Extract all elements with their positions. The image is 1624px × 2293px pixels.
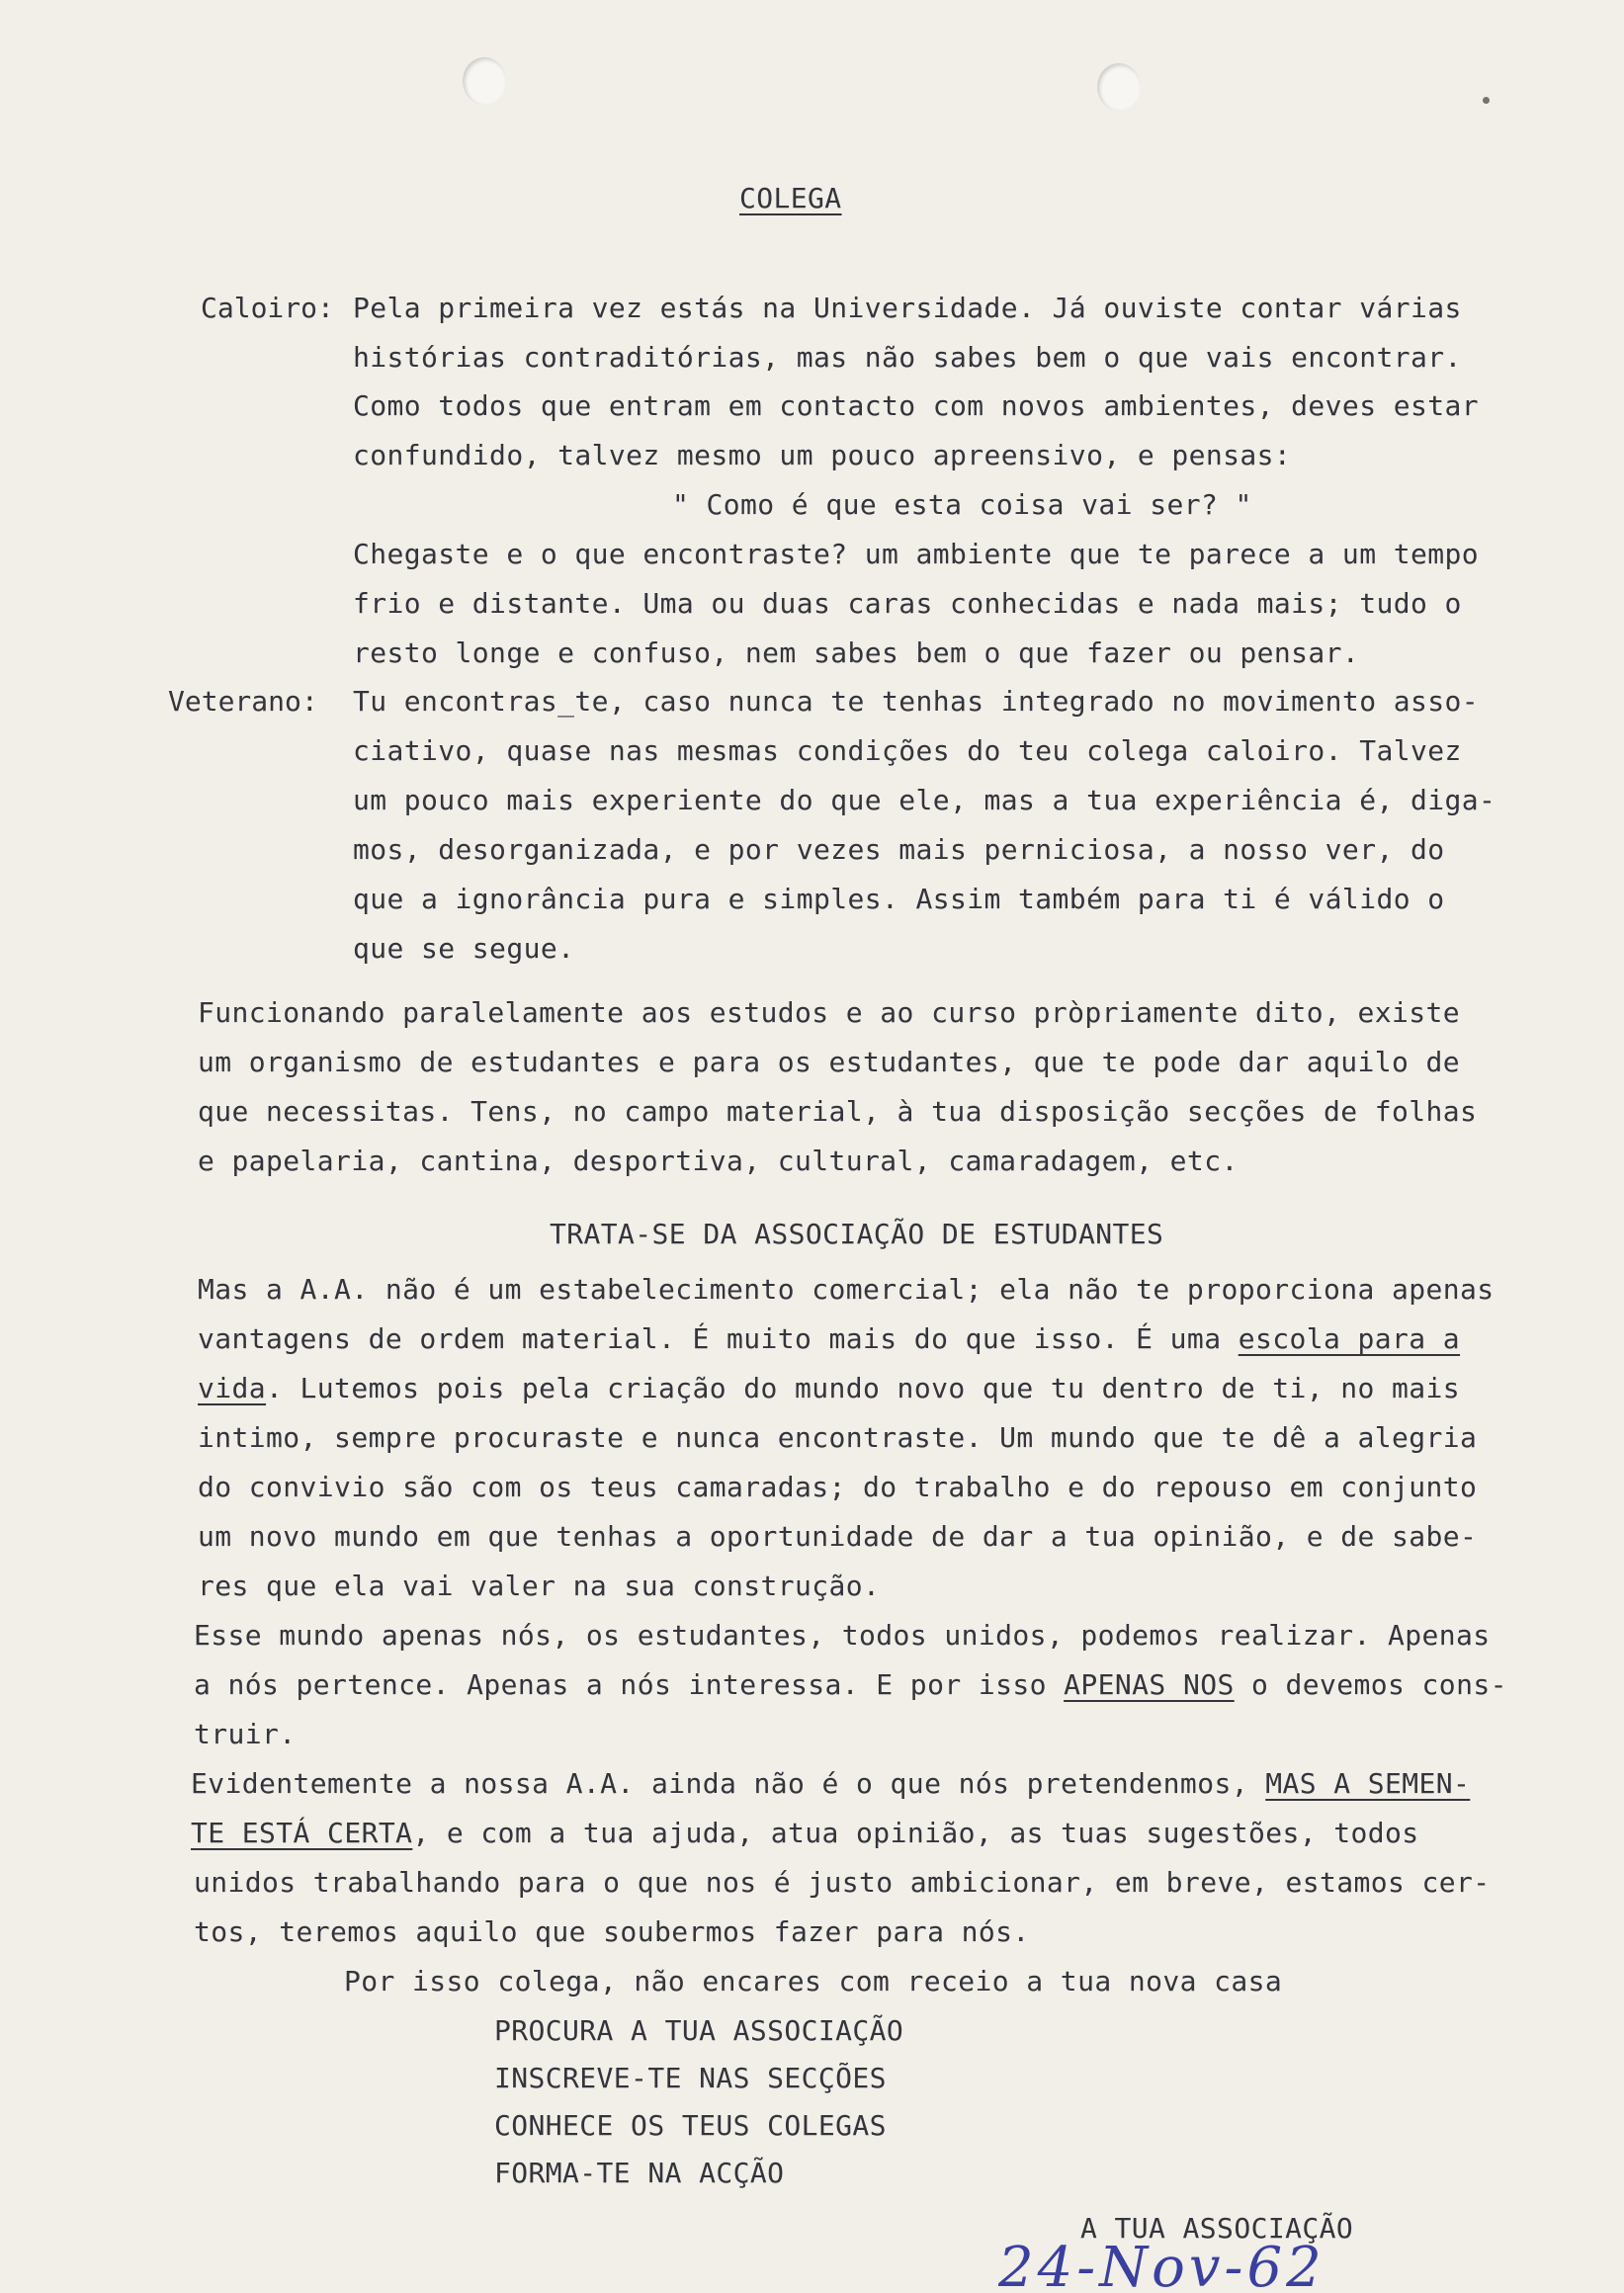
- ink-spot: [1483, 97, 1490, 104]
- call-to-action: CONHECE OS TEUS COLEGAS: [494, 2109, 887, 2142]
- caloiro-line: histórias contraditórias, mas não sabes bem o que vais encontrar.: [353, 341, 1462, 374]
- paragraph-line: intimo, sempre procuraste e nunca encontraste. Um mundo que te dê a alegria: [198, 1421, 1478, 1454]
- caloiro-quote: " Como é que esta coisa vai ser? ": [672, 488, 1252, 521]
- underlined-text: MAS A SEMEN-: [1265, 1767, 1471, 1800]
- closing-line: Por isso colega, não encares com receio a tua nova casa: [344, 1965, 1283, 1997]
- handwritten-date-text: 24-Nov-62: [998, 2236, 1325, 2293]
- text-run: Evidentemente a nossa A.A. ainda não é o que nós pretendenmos,: [191, 1767, 1266, 1800]
- paragraph-line: [191, 1817, 1419, 1850]
- underlined-text: vida: [198, 1372, 267, 1404]
- underlined-text: APENAS NOS: [1064, 1668, 1235, 1701]
- veterano-line: que a ignorância pura e simples. Assim também para ti é válido o: [353, 883, 1445, 915]
- call-to-action: INSCREVE-TE NAS SECÇÕES: [494, 2062, 887, 2094]
- paragraph-line: Funcionando paralelamente aos estudos e ao curso pròpriamente dito, existe: [198, 996, 1461, 1029]
- handwritten-date: [998, 2229, 1413, 2293]
- paragraph-line: um organismo de estudantes e para os estudantes, que te pode dar aquilo de: [198, 1046, 1461, 1078]
- text-run: o devemos cons-: [1234, 1668, 1507, 1701]
- text-run: vantagens de ordem material. É muito mais do que isso. É uma: [198, 1322, 1239, 1355]
- caloiro-line: Como todos que entram em contacto com novos ambientes, deves estar: [353, 389, 1479, 422]
- paragraph-line: [194, 1668, 1507, 1702]
- text-run: a nós pertence. Apenas a nós interessa. E por isso: [194, 1668, 1065, 1701]
- veterano-line: Tu encontras_te, caso nunca te tenhas integrado no movimento asso-: [353, 685, 1479, 718]
- paragraph-line: do convivio são com os teus camaradas; do trabalho e do repouso em conjunto: [198, 1471, 1478, 1503]
- paragraph-line: res que ela vai valer na sua construção.: [198, 1570, 881, 1602]
- underlined-text: escola para a: [1238, 1322, 1461, 1355]
- text-run: . Lutemos pois pela criação do mundo novo que tu dentro de ti, no mais: [266, 1372, 1461, 1404]
- paragraph-line: que necessitas. Tens, no campo material, à tua disposição secções de folhas: [198, 1095, 1478, 1128]
- paragraph-line: Esse mundo apenas nós, os estudantes, todos unidos, podemos realizar. Apenas: [194, 1619, 1491, 1652]
- caloiro-line: Chegaste e o que encontraste? um ambiente que te parece a um tempo: [353, 538, 1479, 570]
- paragraph-line: e papelaria, cantina, desportiva, cultural, camaradagem, etc.: [198, 1145, 1239, 1177]
- call-to-action: FORMA-TE NA ACÇÃO: [494, 2157, 785, 2189]
- signature: A TUA ASSOCIAÇÃO: [1080, 2212, 1354, 2245]
- underlined-text: TE ESTÁ CERTA: [191, 1817, 413, 1849]
- caloiro-line: confundido, talvez mesmo um pouco apreensivo, e pensas:: [353, 439, 1292, 471]
- veterano-line: ciativo, quase nas mesmas condições do teu colega caloiro. Talvez: [353, 734, 1462, 767]
- paragraph-line: [198, 1372, 1460, 1405]
- paragraph-line: [191, 1767, 1470, 1801]
- paragraph-line: tos, teremos aquilo que soubermos fazer para nós.: [194, 1915, 1030, 1948]
- punch-hole: [1097, 63, 1141, 111]
- veterano-line: um pouco mais experiente do que ele, mas a tua experiência é, diga-: [353, 784, 1496, 816]
- caloiro-label: Caloiro:: [201, 292, 334, 324]
- punch-hole: [463, 57, 506, 105]
- document-title: COLEGA: [739, 182, 842, 214]
- veterano-line: que se segue.: [353, 932, 575, 965]
- caloiro-line: resto longe e confuso, nem sabes bem o que fazer ou pensar.: [353, 637, 1360, 669]
- paragraph-line: Mas a A.A. não é um estabelecimento comercial; ela não te proporciona apenas: [198, 1273, 1495, 1306]
- text-run: , e com a tua ajuda, atua opinião, as tuas sugestões, todos: [412, 1817, 1419, 1849]
- call-to-action: PROCURA A TUA ASSOCIAÇÃO: [494, 2014, 904, 2047]
- paragraph-line: unidos trabalhando para o que nos é justo ambicionar, em breve, estamos cer-: [194, 1866, 1491, 1899]
- paragraph-line: um novo mundo em que tenhas a oportunidade de dar a tua opinião, e de sabe-: [198, 1520, 1478, 1553]
- paragraph-line: truir.: [194, 1718, 297, 1750]
- veterano-line: mos, desorganizada, e por vezes mais perniciosa, a nosso ver, do: [353, 833, 1445, 866]
- caloiro-line: frio e distante. Uma ou duas caras conhecidas e nada mais; tudo o: [353, 587, 1462, 620]
- caloiro-line: Pela primeira vez estás na Universidade. Já ouviste contar várias: [353, 292, 1462, 324]
- paragraph-line: [198, 1322, 1460, 1356]
- veterano-label: Veterano:: [168, 685, 318, 718]
- section-heading: TRATA-SE DA ASSOCIAÇÃO DE ESTUDANTES: [550, 1218, 1164, 1250]
